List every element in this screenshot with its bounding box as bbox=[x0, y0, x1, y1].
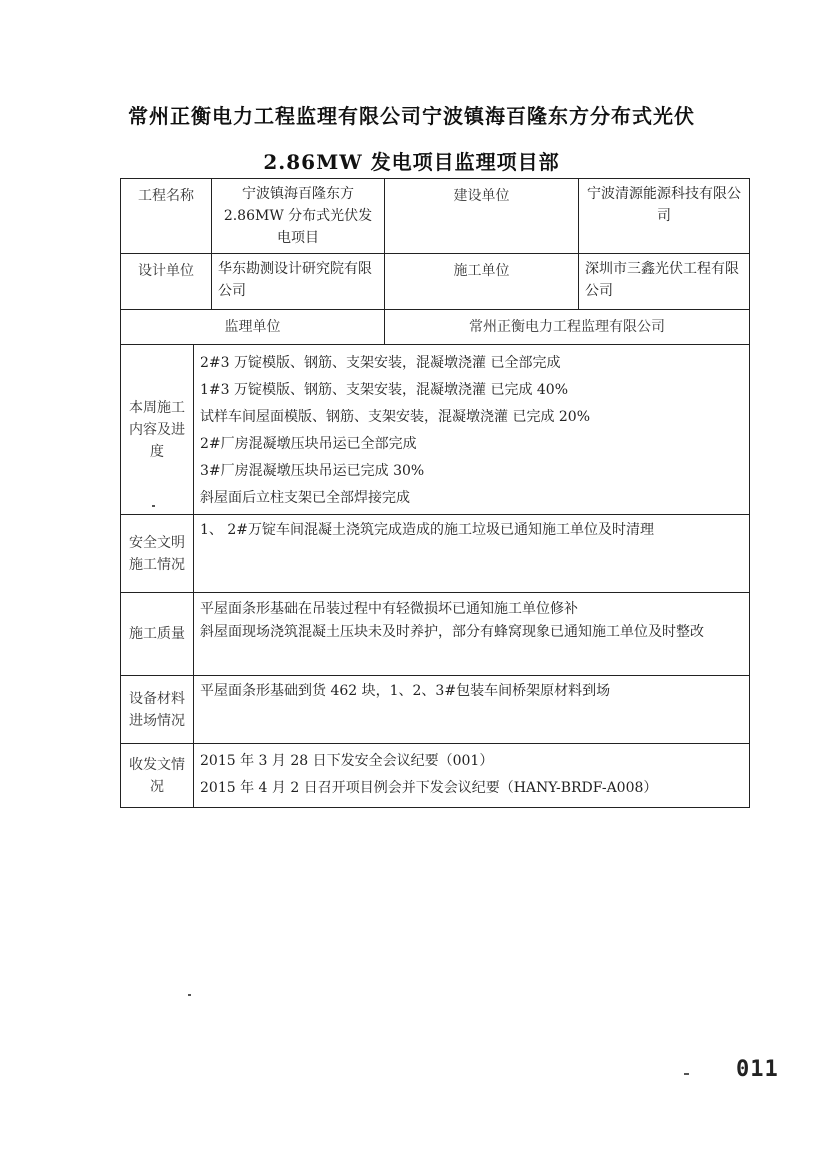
weekly-item: 1#3 万锭模版、钢筋、支架安装，混凝墩浇灌 已完成 40% bbox=[200, 382, 569, 398]
document-item: 2015 年 4 月 2 日召开项目例会并下发会议纪要（HANY-BRDF-A008） bbox=[200, 780, 658, 796]
document-item: 2015 年 3 月 28 日下发安全会议纪要（001） bbox=[200, 753, 494, 769]
owner-value: 宁波清源能源科技有限公司 bbox=[578, 178, 750, 254]
project-name-label: 工程名称 bbox=[120, 178, 212, 254]
weekly-progress-label: 本周施工内容及进度 bbox=[120, 344, 194, 515]
weekly-progress-list bbox=[193, 344, 750, 515]
documents-list bbox=[193, 743, 750, 808]
weekly-item: 斜屋面后立柱支架已全部焊接完成 bbox=[200, 490, 410, 506]
safety-list bbox=[193, 514, 750, 593]
document-title-line1: 常州正衡电力工程监理有限公司宁波镇海百隆东方分布式光伏 bbox=[128, 104, 695, 128]
project-name-value: 宁波镇海百隆东方 2.86MW 分布式光伏发电项目 bbox=[211, 178, 385, 254]
quality-item: 斜屋面现场浇筑混凝土压块未及时养护，部分有蜂窝现象已通知施工单位及时整改 bbox=[200, 624, 704, 640]
scan-speck bbox=[152, 505, 155, 507]
document-title-line2: 2.86MW 发电项目监理项目部 bbox=[263, 150, 560, 174]
material-item: 平屋面条形基础到货 462 块，1、2、3#包装车间桥架原材料到场 bbox=[200, 683, 611, 699]
documents-label: 收发文情况 bbox=[120, 743, 194, 808]
weekly-item: 2#3 万锭模版、钢筋、支架安装，混凝墩浇灌 已全部完成 bbox=[200, 355, 561, 371]
weekly-item: 2#厂房混凝墩压块吊运已全部完成 bbox=[200, 436, 417, 452]
quality-item: 平屋面条形基础在吊装过程中有轻微损坏已通知施工单位修补 bbox=[200, 601, 578, 617]
construction-unit-label: 施工单位 bbox=[384, 253, 579, 310]
quality-list bbox=[193, 592, 750, 676]
materials-label: 设备材料进场情况 bbox=[120, 675, 194, 744]
scan-speck bbox=[684, 1073, 689, 1075]
scan-speck bbox=[188, 994, 191, 996]
materials-list bbox=[193, 675, 750, 744]
safety-item: 1、 2#万锭车间混凝土浇筑完成造成的施工垃圾已通知施工单位及时清理 bbox=[200, 522, 654, 538]
design-unit-label: 设计单位 bbox=[120, 253, 212, 310]
page-number: 011 bbox=[736, 1057, 779, 1082]
owner-label: 建设单位 bbox=[384, 178, 579, 254]
construction-unit-value: 深圳市三鑫光伏工程有限公司 bbox=[578, 253, 750, 310]
supervisor-value: 常州正衡电力工程监理有限公司 bbox=[384, 309, 750, 345]
weekly-item: 3#厂房混凝墩压块吊运已完成 30% bbox=[200, 463, 425, 479]
weekly-item: 试样车间屋面模版、钢筋、支架安装，混凝墩浇灌 已完成 20% bbox=[200, 409, 591, 425]
safety-label: 安全文明施工情况 bbox=[120, 514, 194, 593]
design-unit-value: 华东勘测设计研究院有限公司 bbox=[211, 253, 385, 310]
quality-label: 施工质量 bbox=[120, 592, 194, 676]
supervisor-label: 监理单位 bbox=[120, 309, 385, 345]
